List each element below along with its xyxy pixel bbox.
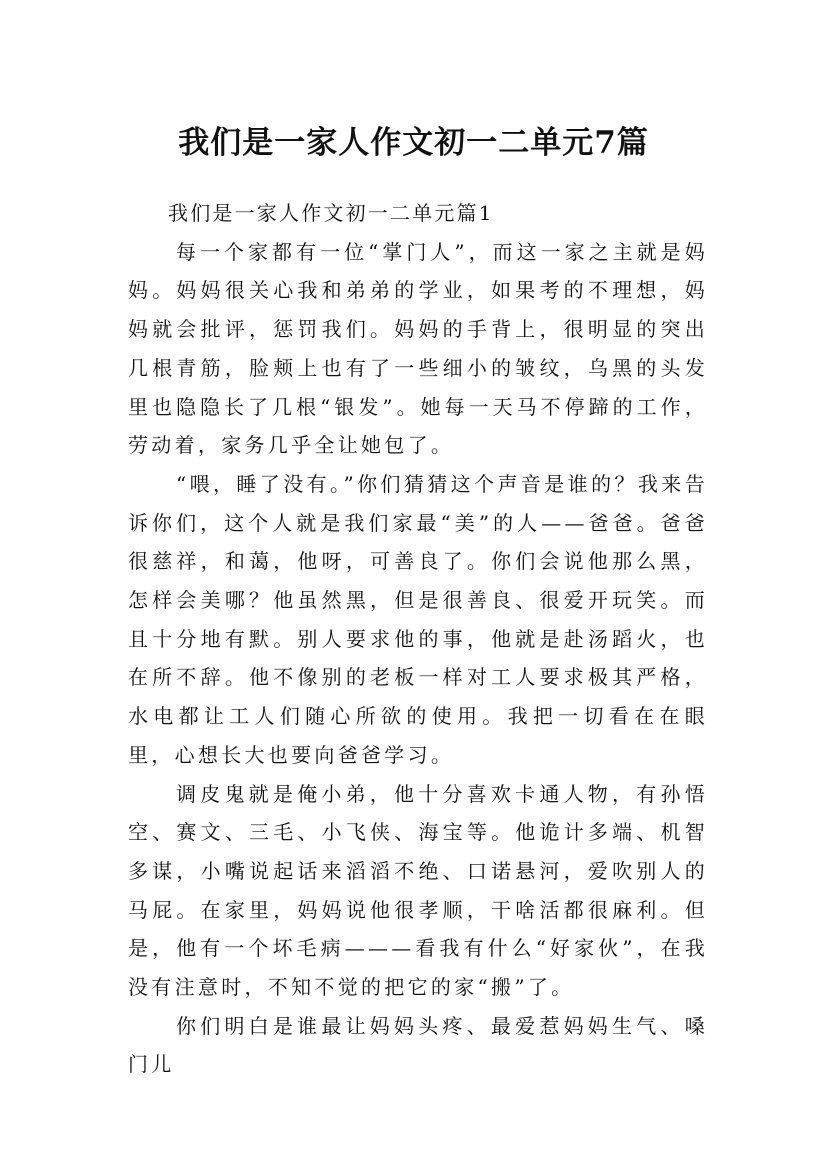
paragraph-father: “喂，睡了没有。”你们猜猜这个声音是谁的？我来告诉你们，这个人就是我们家最“美”的人——爸爸。爸爸很慈祥，和蔼，他呀，可善良了。你们会说他那么黑，怎样会美哪？他虽然黑，但是很善良、很爱开玩笑。而且十分地有默。别人要求他的事，他就是赴汤蹈火，也在所不辞。他不像别的老板一样对工人要求极其严格，水电都让工人们随心所欲的使用。我把一切看在在眼里，心想长大也要向爸爸学习。	[128, 471, 708, 767]
paragraph-mother: 每一个家都有一位“掌门人”，而这一家之主就是妈妈。妈妈很关心我和弟弟的学业，如果考的不理想，妈妈就会批评，惩罚我们。妈妈的手背上，很明显的突出几根青筋，脸颊上也有了一些细小的皱纹，乌黑的头发里也隐隐长了几根“银发”。她每一天马不停蹄的工作，劳动着，家务几乎全让她包了。	[128, 239, 708, 458]
section-heading: 我们是一家人作文初一二单元篇1	[168, 201, 494, 225]
paragraph-continued: 你们明白是谁最让妈妈头疼、最爱惹妈妈生气、嗓门儿	[128, 1013, 708, 1077]
document-body	[128, 194, 708, 1084]
document-title: 我们是一家人作文初一二单元7篇	[178, 124, 649, 161]
paragraph-brother: 调皮鬼就是俺小弟，他十分喜欢卡通人物，有孙悟空、赛文、三毛、小飞侠、海宝等。他诡计多端、机智多谋，小嘴说起话来滔滔不绝、口诺悬河，爱吹别人的马屁。在家里，妈妈说他很孝顺，干啥活都很麻利。但是，他有一个坏毛病———看我有什么“好家伙”，在我没有注意时，不知不觉的把它的家“搬”了。	[128, 781, 708, 1000]
